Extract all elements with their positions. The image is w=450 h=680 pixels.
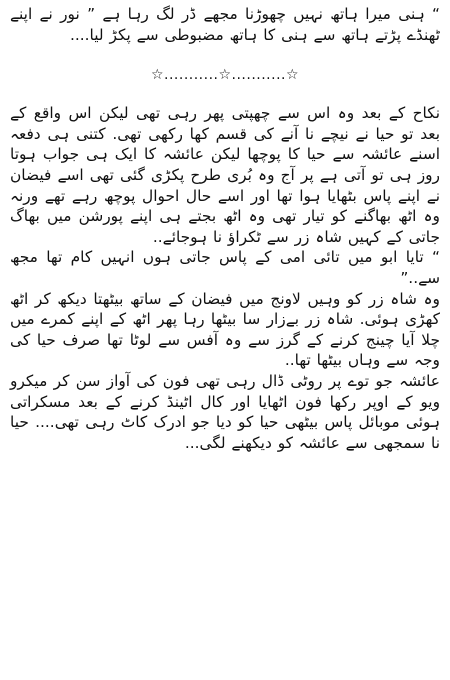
paragraph-dialogue-noor: “ ہنی میرا ہاتھ نہیں چھوڑنا مجھے ڈر لگ رہا ہے ” نور نے اپنے ٹھنڈے پڑتے ہاتھ سے ہنی کا ہاتھ مضبوطی سے پکڑ لیا....: [10, 5, 440, 44]
paragraph-shahzar: وہ شاہ زر کو وہیں لاونج میں فیضان کے ساتھ بیٹھتا دیکھ کر اٹھ کھڑی ہوئی. شاہ زر بےزار سا بیٹھا رہا پھر اٹھ کے اپنے کمرے میں چلا آیا چینج کرنے کے گرز سے وہ آفس سے لوٹا تھا صرف حیا کی وجہ سے وہاں بیٹھا تھا..: [10, 289, 440, 370]
paragraph-aisha: عائشہ جو توے پر روٹی ڈال رہی تھی فون کی آواز سن کر میکرو ویو کے اوپر رکھا فون اٹھایا اور کال اٹینڈ کرنے کے بعد مسکراتی ہوئی موبائل پاس بیٹھی حیا کو دیا جو ادرک کاٹ رہی تھی.... حیا نا سمجھی سے عائشہ کو دیکھنے لگی...: [10, 371, 440, 452]
section-divider: ☆...........☆...........☆: [150, 67, 300, 84]
paragraph-nikah: نکاح کے بعد وہ اس سے چھپتی پھر رہی تھی لیکن اس واقع کے بعد تو حیا نے نیچے نا آنے کی قسم کھا رکھی تھی. کتنی ہی دفعہ اسنے عائشہ سے حیا کا پوچھا لیکن عائشہ کا ایک ہی جواب ہوتا روز ہی تو آتی ہے پر آج وہ بُری طرح پکڑی گئی تھی اسے فیضان نے اپنے پاس بٹھایا ہوا تھا اور اسے حال احوال پوچھ رہے تھے ورنہ وہ اٹھ بھاگنے کو تیار تھی وہ اٹھ بجتے ہی اپنے پورشن میں بھاگ جاتی کے کہیں شاہ زر سے ٹکراؤ نا ہوجائے..: [10, 104, 440, 246]
paragraph-dialogue-haya: “ تایا ابو میں تائی امی کے پاس جاتی ہوں انہیں کام تھا مجھ سے..”: [10, 248, 440, 287]
